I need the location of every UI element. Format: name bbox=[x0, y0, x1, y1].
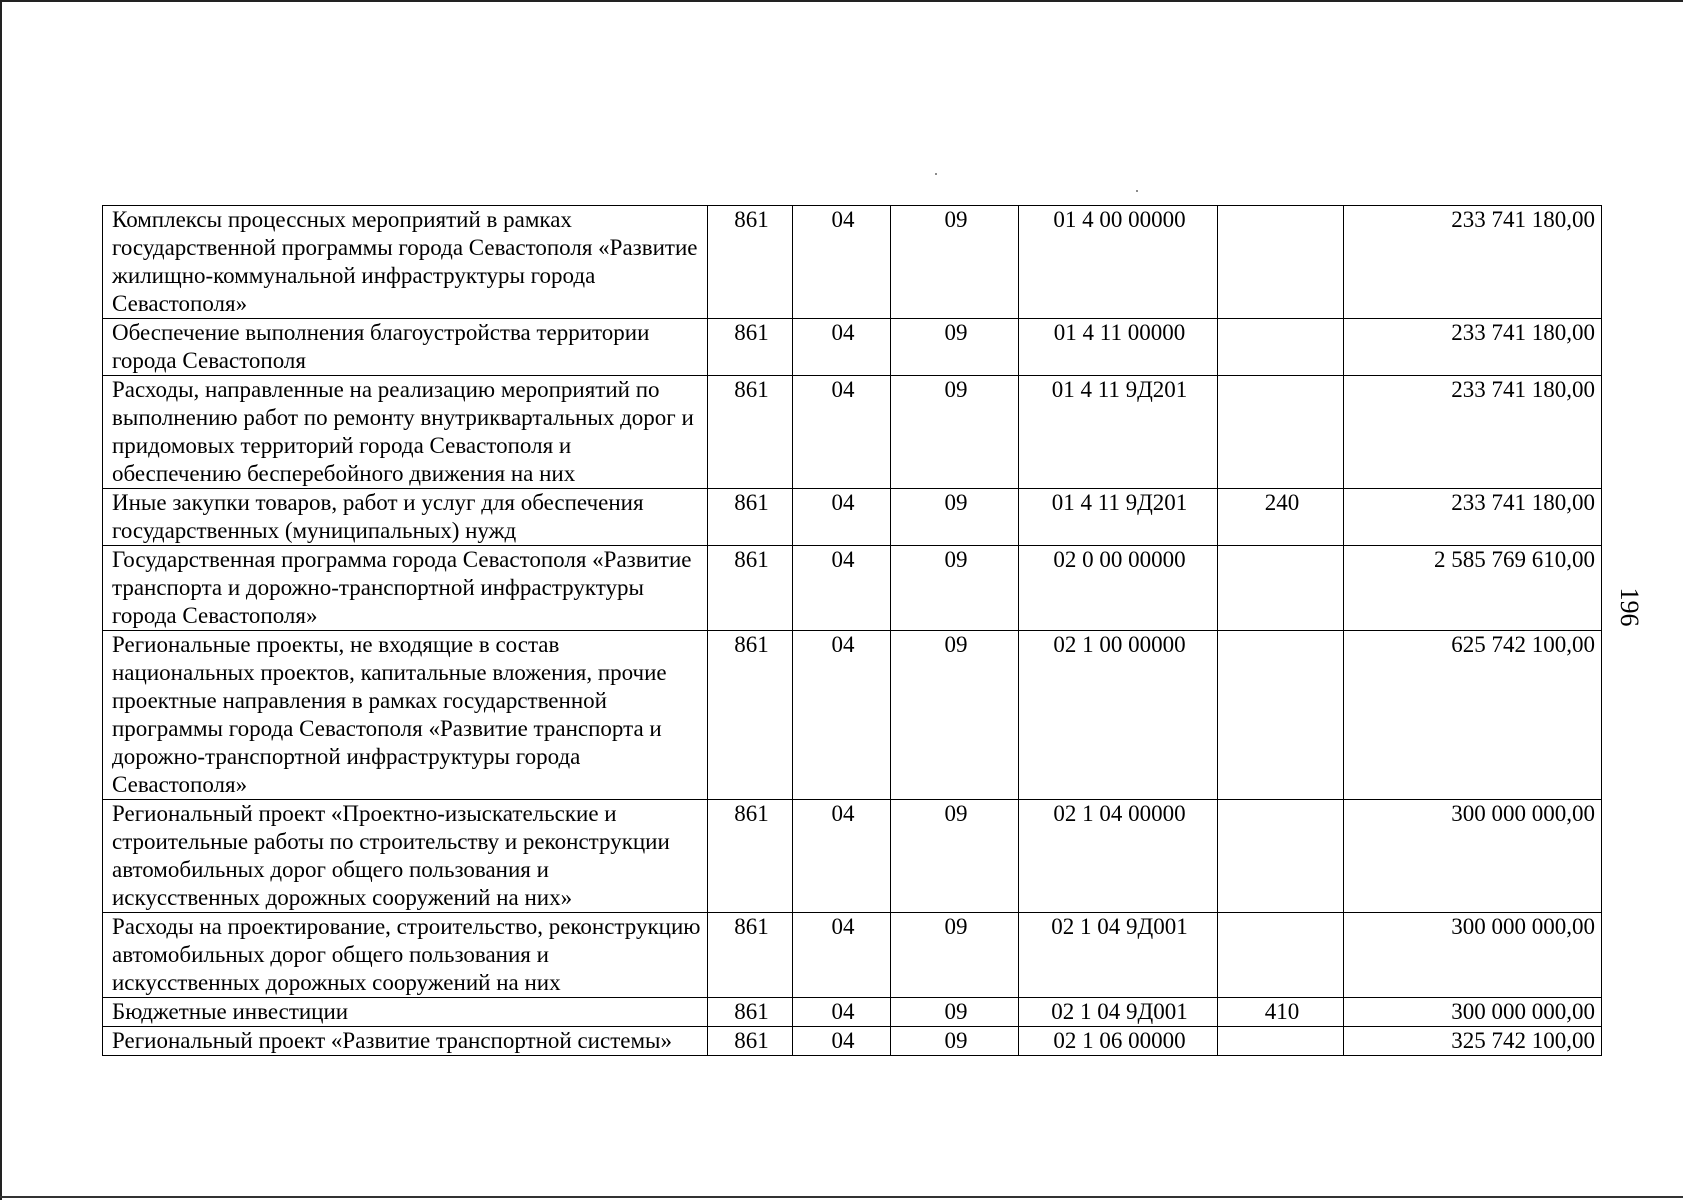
row-name-cell: Комплексы процессных мероприятий в рамках государственной программы города Севастополя «Развитие жилищно-коммунальной инфраструктуры города Севастополя» bbox=[103, 206, 708, 319]
budget-table-body bbox=[103, 206, 1602, 1056]
page-number: 196 bbox=[1615, 587, 1644, 627]
row-sum-cell: 300 000 000,00 bbox=[1344, 998, 1602, 1027]
row-ved-cell: 861 bbox=[708, 998, 793, 1027]
row-rz-cell: 04 bbox=[793, 998, 891, 1027]
row-csr-cell: 02 1 00 00000 bbox=[1019, 631, 1218, 800]
row-ved-cell: 861 bbox=[708, 1027, 793, 1056]
row-sum-cell: 233 741 180,00 bbox=[1344, 206, 1602, 319]
row-pr-cell: 09 bbox=[891, 319, 1019, 376]
scan-border-top bbox=[0, 0, 1683, 2]
table-row bbox=[103, 1027, 1602, 1056]
table-row bbox=[103, 376, 1602, 489]
row-sum-cell: 233 741 180,00 bbox=[1344, 489, 1602, 546]
row-pr-cell: 09 bbox=[891, 376, 1019, 489]
row-sum-cell: 625 742 100,00 bbox=[1344, 631, 1602, 800]
row-ved-cell: 861 bbox=[708, 319, 793, 376]
row-csr-cell: 01 4 11 9Д201 bbox=[1019, 489, 1218, 546]
table-row bbox=[103, 913, 1602, 998]
row-sum-cell: 325 742 100,00 bbox=[1344, 1027, 1602, 1056]
row-pr-cell: 09 bbox=[891, 800, 1019, 913]
row-vr-cell: 240 bbox=[1218, 489, 1344, 546]
row-name-cell: Бюджетные инвестиции bbox=[103, 998, 708, 1027]
table-row bbox=[103, 800, 1602, 913]
row-csr-cell: 01 4 00 00000 bbox=[1019, 206, 1218, 319]
table-row bbox=[103, 206, 1602, 319]
row-ved-cell: 861 bbox=[708, 206, 793, 319]
scan-speck bbox=[1136, 190, 1138, 192]
row-rz-cell: 04 bbox=[793, 319, 891, 376]
row-name-cell: Региональный проект «Развитие транспортной системы» bbox=[103, 1027, 708, 1056]
row-pr-cell: 09 bbox=[891, 631, 1019, 800]
row-name-cell: Государственная программа города Севастополя «Развитие транспорта и дорожно-транспортной инфраструктуры города Севастополя» bbox=[103, 546, 708, 631]
table-row bbox=[103, 319, 1602, 376]
row-csr-cell: 02 0 00 00000 bbox=[1019, 546, 1218, 631]
row-pr-cell: 09 bbox=[891, 1027, 1019, 1056]
row-csr-cell: 01 4 11 9Д201 bbox=[1019, 376, 1218, 489]
row-vr-cell bbox=[1218, 1027, 1344, 1056]
row-name-cell: Региональный проект «Проектно-изыскательские и строительные работы по строительству и реконструкции автомобильных дорог общего пользования и искусственных дорожных сооружений на них» bbox=[103, 800, 708, 913]
row-rz-cell: 04 bbox=[793, 913, 891, 998]
row-csr-cell: 02 1 06 00000 bbox=[1019, 1027, 1218, 1056]
row-ved-cell: 861 bbox=[708, 631, 793, 800]
row-rz-cell: 04 bbox=[793, 631, 891, 800]
row-name-cell: Расходы, направленные на реализацию мероприятий по выполнению работ по ремонту внутриквартальных дорог и придомовых территорий города Севастополя и обеспечению бесперебойного движения на них bbox=[103, 376, 708, 489]
row-name-cell: Региональные проекты, не входящие в состав национальных проектов, капитальные вложения, прочие проектные направления в рамках государственной программы города Севастополя «Развитие транспорта и дорожно-транспортной инфраструктуры города Севастополя» bbox=[103, 631, 708, 800]
row-name-cell: Обеспечение выполнения благоустройства территории города Севастополя bbox=[103, 319, 708, 376]
row-pr-cell: 09 bbox=[891, 206, 1019, 319]
row-sum-cell: 2 585 769 610,00 bbox=[1344, 546, 1602, 631]
row-pr-cell: 09 bbox=[891, 546, 1019, 631]
row-pr-cell: 09 bbox=[891, 998, 1019, 1027]
table-row bbox=[103, 998, 1602, 1027]
scan-border-left bbox=[0, 0, 2, 1200]
table-row bbox=[103, 631, 1602, 800]
row-rz-cell: 04 bbox=[793, 206, 891, 319]
row-ved-cell: 861 bbox=[708, 376, 793, 489]
row-ved-cell: 861 bbox=[708, 800, 793, 913]
row-vr-cell bbox=[1218, 376, 1344, 489]
row-vr-cell: 410 bbox=[1218, 998, 1344, 1027]
row-csr-cell: 02 1 04 9Д001 bbox=[1019, 998, 1218, 1027]
row-vr-cell bbox=[1218, 546, 1344, 631]
row-pr-cell: 09 bbox=[891, 913, 1019, 998]
row-ved-cell: 861 bbox=[708, 546, 793, 631]
row-csr-cell: 02 1 04 00000 bbox=[1019, 800, 1218, 913]
row-vr-cell bbox=[1218, 319, 1344, 376]
row-pr-cell: 09 bbox=[891, 489, 1019, 546]
row-sum-cell: 233 741 180,00 bbox=[1344, 376, 1602, 489]
row-name-cell: Расходы на проектирование, строительство, реконструкцию автомобильных дорог общего пользования и искусственных дорожных сооружений на них bbox=[103, 913, 708, 998]
scan-speck bbox=[935, 173, 937, 175]
budget-table bbox=[102, 205, 1602, 1056]
row-sum-cell: 300 000 000,00 bbox=[1344, 913, 1602, 998]
row-csr-cell: 02 1 04 9Д001 bbox=[1019, 913, 1218, 998]
scan-border-bottom bbox=[0, 1196, 1683, 1198]
row-rz-cell: 04 bbox=[793, 376, 891, 489]
row-ved-cell: 861 bbox=[708, 489, 793, 546]
row-vr-cell bbox=[1218, 800, 1344, 913]
row-sum-cell: 300 000 000,00 bbox=[1344, 800, 1602, 913]
row-vr-cell bbox=[1218, 206, 1344, 319]
table-row bbox=[103, 489, 1602, 546]
row-rz-cell: 04 bbox=[793, 489, 891, 546]
row-sum-cell: 233 741 180,00 bbox=[1344, 319, 1602, 376]
row-csr-cell: 01 4 11 00000 bbox=[1019, 319, 1218, 376]
row-ved-cell: 861 bbox=[708, 913, 793, 998]
row-rz-cell: 04 bbox=[793, 546, 891, 631]
table-row bbox=[103, 546, 1602, 631]
row-rz-cell: 04 bbox=[793, 1027, 891, 1056]
row-vr-cell bbox=[1218, 631, 1344, 800]
row-vr-cell bbox=[1218, 913, 1344, 998]
row-name-cell: Иные закупки товаров, работ и услуг для обеспечения государственных (муниципальных) нужд bbox=[103, 489, 708, 546]
row-rz-cell: 04 bbox=[793, 800, 891, 913]
